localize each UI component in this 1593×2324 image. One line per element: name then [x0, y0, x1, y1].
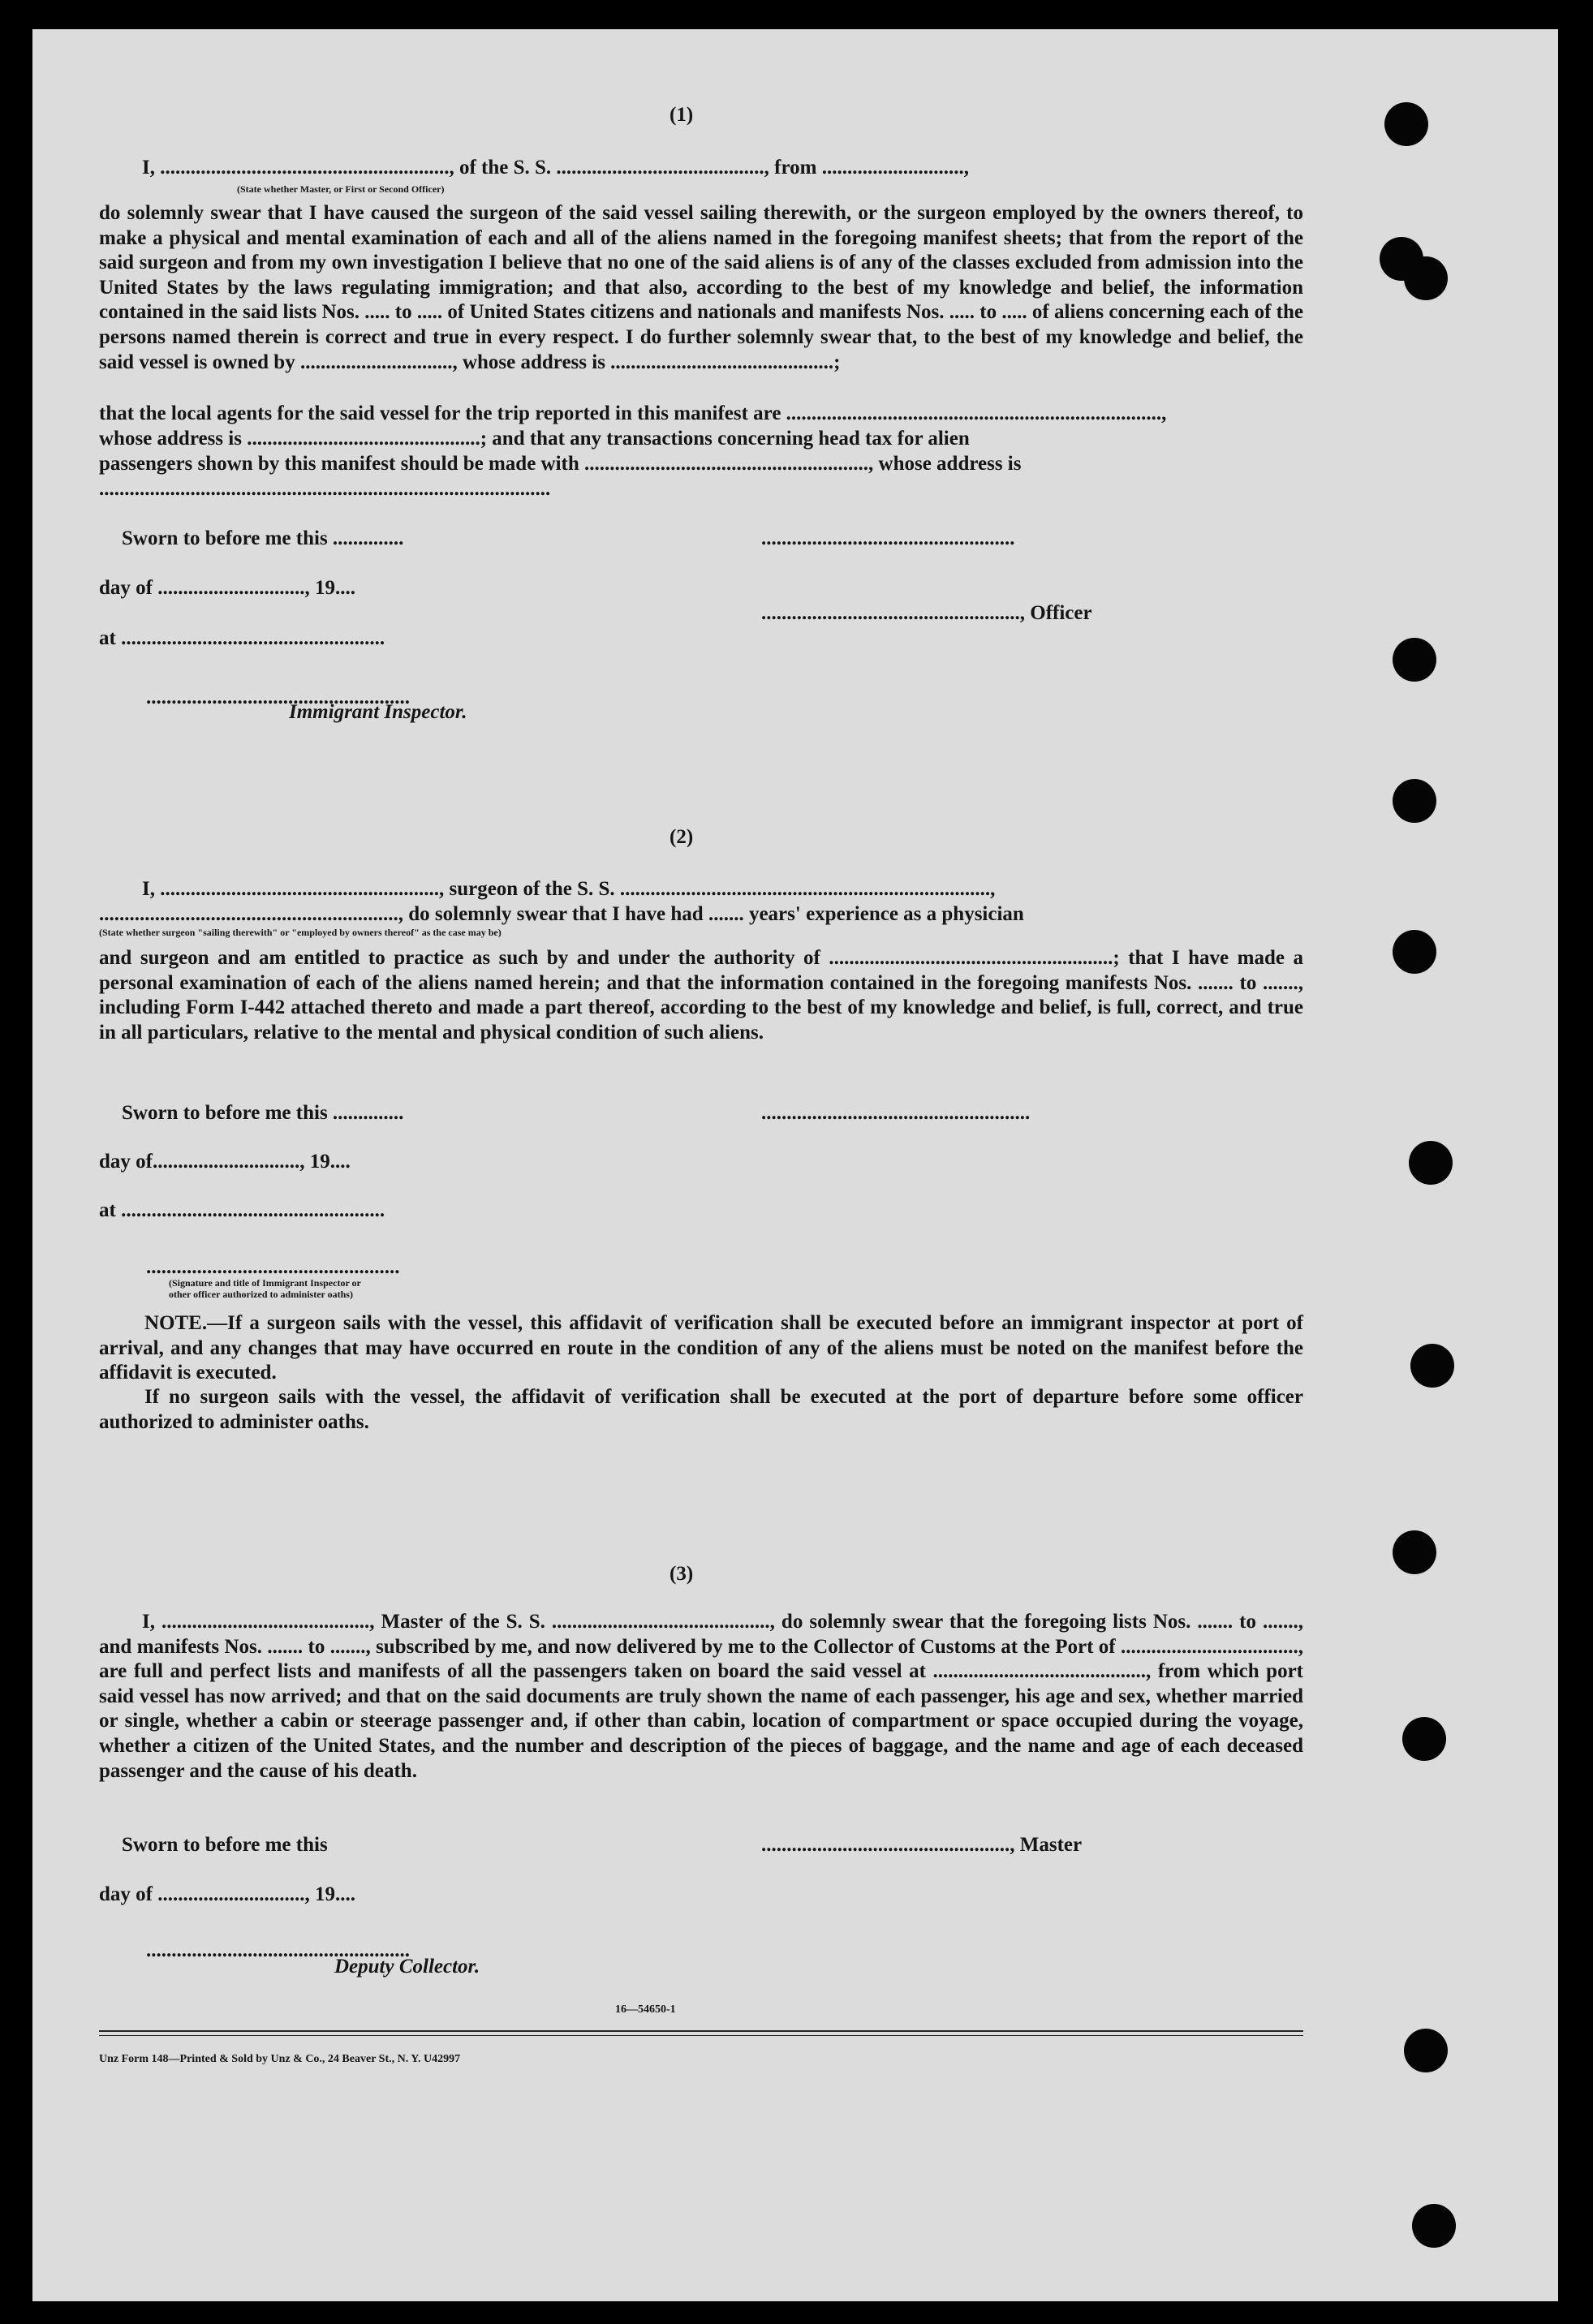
form-number: 16—54650-1	[615, 2003, 676, 2016]
punch-hole	[1404, 256, 1448, 300]
punch-hole	[1412, 2204, 1456, 2248]
master-affidavit-body: I, ........................................., Master of the S. S. ..........................................., do solemnly swear that the foregoing lists Nos. ....... to ......., and manifests Nos. ....... to ......., subscribed by me, and now delivered by me to the Collector of Customs at the Port of ..................................., are full and perfect lists and manifests of all the passengers taken on board the said vessel at .........................................., from which port said vessel has now arrived; and that on the said documents are truly shown the name of each passenger, his age and sex, whether married or single, whether a cabin or steerage passenger and, if other than cabin, location of compartment or space occupied during the voyage, whether a citizen of the United States, and the number and description of the pieces of baggage, and the name and age of each deceased passenger and the cause of his death.	[99, 1611, 1303, 1782]
field-note: (State whether surgeon "sailing therewith" or "employed by owners thereof" as the case may be)	[99, 927, 502, 938]
section-number: (2)	[669, 826, 694, 848]
sworn-line: Sworn to before me this	[122, 1834, 328, 1856]
master-oath-line: I, ........................................................., of the S. S. ........................................., from ............................,	[142, 157, 969, 179]
head-tax-line: passengers shown by this manifest should be made with ........................................................, whose address is	[99, 453, 1022, 475]
signature-line: ..................................................	[761, 527, 1015, 549]
master-oath-body: do solemnly swear that I have caused the surgeon of the said vessel sailing therewith, or the surgeon employed by the owners thereof, to make a physical and mental examination of each and all of the aliens named in the foregoing manifest sheets; that from the report of the said surgeon and from my own investigation I believe that no one of the said aliens is of any of the classes excluded from admission into the United States by the laws regulating immigration; and that also, according to the best of my knowledge and belief, the information contained in the said lists Nos. ..... to ..... of United States citizens and nationals and manifests Nos. ..... to ..... of aliens concerning each of the persons named therein is correct and true in every respect. I do further solemnly swear that, to the best of my knowledge and belief, the said vessel is owned by .............................., whose address is ............................................;	[99, 202, 1303, 373]
punch-hole	[1393, 638, 1436, 682]
signature-line: .....................................................	[761, 1102, 1031, 1124]
punch-hole	[1393, 930, 1436, 974]
signature-note: other officer authorized to administer oaths)	[169, 1289, 353, 1300]
at-line: at ....................................................	[99, 627, 385, 649]
day-line: day of............................., 19....	[99, 1151, 351, 1173]
section-number: (1)	[669, 104, 694, 126]
field-note: (State whether Master, or First or Second Officer)	[237, 183, 445, 195]
day-line: day of ............................., 19....	[99, 577, 355, 599]
master-signature-line: ................................................., Master	[761, 1834, 1083, 1856]
address-dots: .........................................................................................	[99, 478, 551, 500]
punch-hole	[1384, 102, 1428, 146]
signature-note: (Signature and title of Immigrant Inspector or	[169, 1277, 361, 1289]
inspector-label: Immigrant Inspector.	[289, 701, 467, 723]
punch-hole	[1410, 1344, 1454, 1388]
punch-hole	[1393, 779, 1436, 823]
surgeon-experience-line: ..........................................................., do solemnly swear that I have had ....... years' experience as a physician	[99, 903, 1024, 925]
inspector-dots: ....................................................	[146, 686, 410, 708]
signature-dots: ..................................................	[146, 1256, 400, 1278]
local-agents-line: that the local agents for the said vessel for the trip reported in this manifest are ..........................................................................,	[99, 402, 1167, 424]
sworn-line: Sworn to before me this ..............	[122, 527, 404, 549]
printer-credit: Unz Form 148—Printed & Sold by Unz & Co., 24 Beaver St., N. Y. U42997	[99, 2053, 461, 2065]
surgeon-oath-body: and surgeon and am entitled to practice as such by and under the authority of ........................................................; that I have made a personal examination of each of the aliens named herein; and that the information contained in the foregoing manifests Nos. ....... to ......., including Form I-442 attached thereto and made a part thereof, according to the best of my knowledge and belief, is full, correct, and true in all particulars, relative to the mental and physical condition of such aliens.	[99, 947, 1303, 1044]
collector-label: Deputy Collector.	[334, 1956, 480, 1978]
footer-rule	[99, 2030, 1303, 2032]
sworn-line: Sworn to before me this ..............	[122, 1102, 404, 1124]
note-paragraph: If no surgeon sails with the vessel, the affidavit of verification shall be executed at the port of departure before some officer authorized to administer oaths.	[99, 1386, 1303, 1433]
address-line: whose address is ..............................................; and that any transactions concerning head tax for alien	[99, 428, 970, 450]
note-paragraph: NOTE.—If a surgeon sails with the vessel, this affidavit of verification shall be executed before an immigrant inspector at port of arrival, and any changes that may have occurred en route in the condition of any of the aliens must be noted on the manifest before the affidavit is executed.	[99, 1312, 1303, 1384]
at-line: at ....................................................	[99, 1199, 385, 1221]
punch-hole	[1393, 1530, 1436, 1574]
punch-hole	[1402, 1717, 1446, 1761]
section-number: (3)	[669, 1563, 694, 1585]
punch-hole	[1404, 2029, 1448, 2072]
collector-dots: ....................................................	[146, 1939, 410, 1961]
surgeon-oath-line: I, ......................................................., surgeon of the S. S. .........................................................................,	[142, 878, 996, 900]
day-line: day of ............................., 19....	[99, 1883, 355, 1905]
officer-line: ..................................................., Officer	[761, 602, 1092, 624]
punch-hole	[1409, 1141, 1453, 1185]
footer-rule	[99, 2035, 1303, 2036]
document-page	[32, 29, 1558, 2301]
